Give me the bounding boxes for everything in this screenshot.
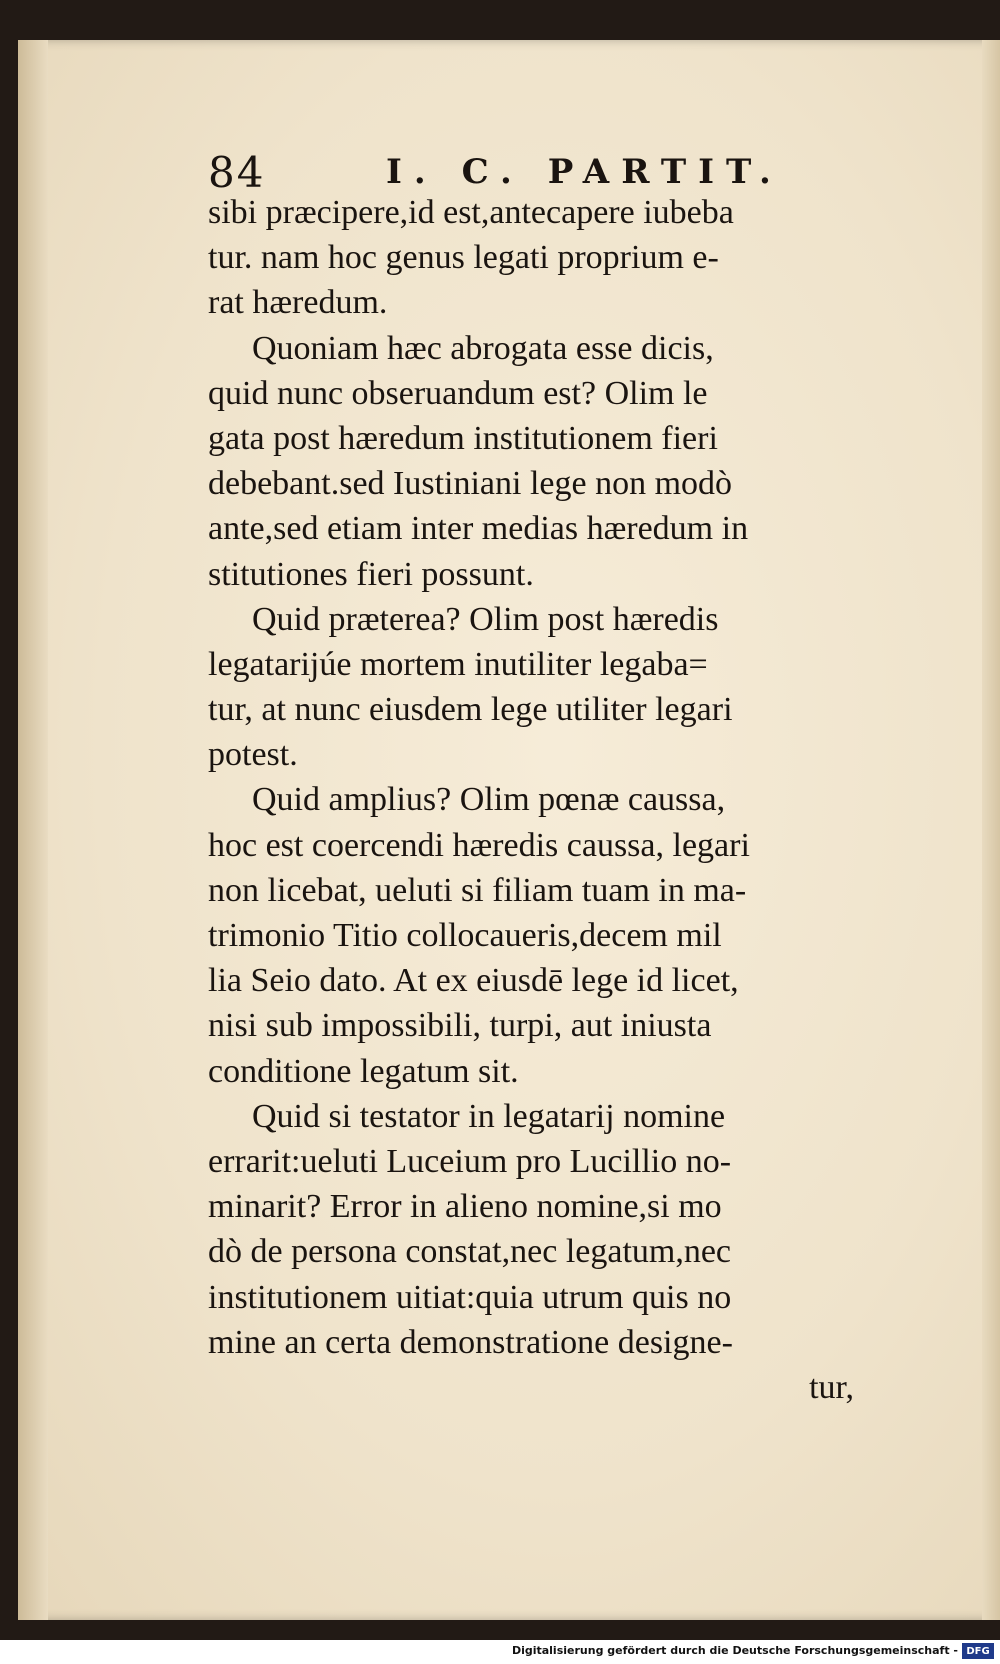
text-line: institutionem uitiat:quia utrum quis no <box>208 1278 732 1316</box>
dfg-logo-icon: DFG <box>962 1643 994 1659</box>
text-line: errarit:ueluti Luceium pro Lucillio no- <box>208 1142 732 1180</box>
text-line: tur. nam hoc genus legati proprium e- <box>208 239 719 277</box>
text-line: sibi præcipere,id est,antecapere iubeba <box>208 194 734 231</box>
text-line: rat hæredum. <box>208 284 388 322</box>
page-gutter <box>18 40 48 1620</box>
text-line: conditione legatum sit. <box>208 1052 519 1090</box>
page-edge <box>982 40 1000 1620</box>
text-line: gata post hæredum institutionem fieri <box>208 419 718 457</box>
text-line: legatarijúe mortem inutiliter legaba= <box>208 645 708 683</box>
text-line: minarit? Error in alieno nomine,si mo <box>208 1188 722 1226</box>
question-line: Quoniam hæc abrogata esse dicis, <box>252 329 714 367</box>
question-line: Quid si testator in legatarij nomine <box>252 1097 726 1135</box>
question-line: Quid præterea? Olim post hæredis <box>252 600 719 638</box>
text-line: mine an certa demonstratione designe- <box>208 1323 733 1361</box>
running-head-title: I. C. PARTIT. <box>386 152 783 192</box>
text-line: hoc est coercendi hæredis caussa, legari <box>208 826 750 864</box>
text-line: stitutiones fieri possunt. <box>208 555 534 593</box>
text-line: potest. <box>208 736 298 774</box>
text-line: debebant.sed Iustiniani lege non modò <box>208 465 733 503</box>
text-line: tur, at nunc eiusdem lege utiliter legari <box>208 691 733 729</box>
text-line: trimonio Titio collocaueris,decem mil <box>208 917 722 954</box>
page-number: 84 <box>208 148 266 197</box>
footer-bar <box>0 1640 1000 1664</box>
text-line: quid nunc obseruandum est? Olim le <box>208 374 708 412</box>
text-line: ante,sed etiam inter medias hæredum in <box>208 510 749 548</box>
text-line: dò de persona constat,nec legatum,nec <box>208 1233 732 1271</box>
text-line: lia Seio dato. At ex eiusdē lege id licet, <box>208 962 739 1000</box>
text-body <box>208 190 868 1410</box>
catchword: tur, <box>809 1368 854 1406</box>
funding-credit: Digitalisierung gefördert durch die Deutsche Forschungsgemeinschaft - <box>511 1644 958 1657</box>
text-line: nisi sub impossibili, turpi, aut iniusta <box>208 1007 712 1045</box>
text-line: non licebat, ueluti si filiam tuam in ma- <box>208 871 747 909</box>
question-line: Quid amplius? Olim pœnæ caussa, <box>252 781 726 819</box>
